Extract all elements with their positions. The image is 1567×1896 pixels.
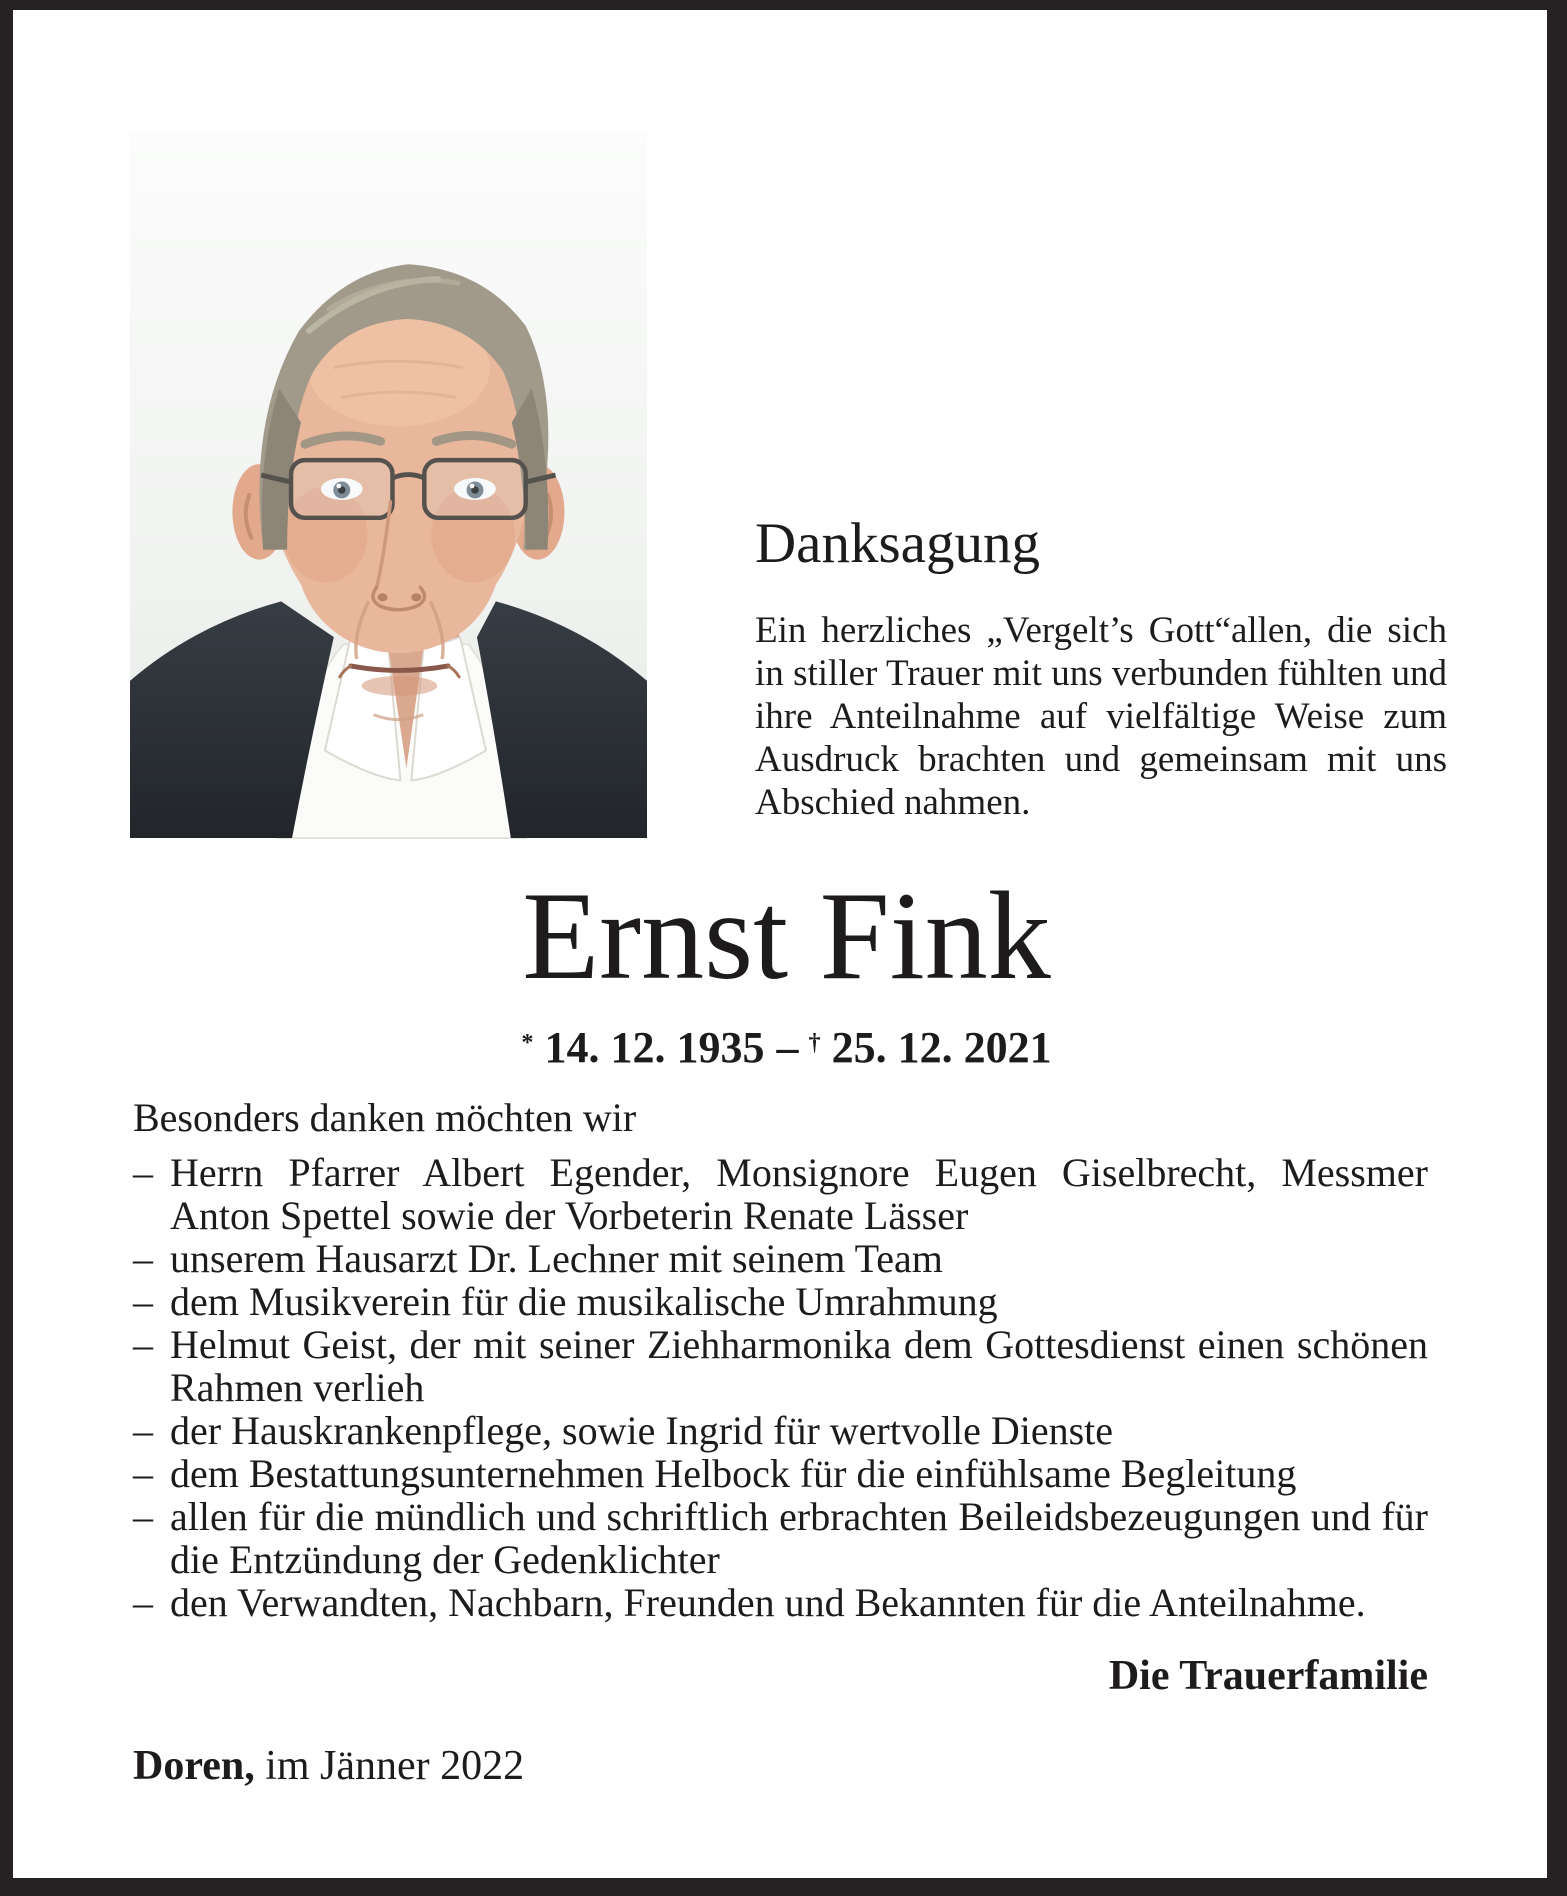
list-item [133, 1280, 1428, 1323]
thanks-section [133, 1096, 1428, 1624]
death-symbol: † [808, 1028, 821, 1056]
list-item [133, 1452, 1428, 1495]
danksagung-title: Danksagung [755, 512, 1040, 575]
list-item [133, 1237, 1428, 1280]
dash-bullet: – [133, 1451, 153, 1496]
thanks-intro: Besonders danken möchten wir [133, 1095, 637, 1140]
dates-separator: – [776, 1023, 799, 1072]
list-item [133, 1409, 1428, 1452]
acknowledgement-block [755, 508, 1447, 824]
list-item-text: den Verwandten, Nachbarn, Freunden und Bekannten für die Anteilnahme. [170, 1580, 1366, 1625]
list-item [133, 1495, 1428, 1581]
list-item [133, 1323, 1428, 1409]
dash-bullet: – [133, 1580, 153, 1625]
life-dates [133, 1022, 1440, 1073]
card-sheet [13, 10, 1547, 1878]
deceased-name: Ernst Fink [522, 867, 1051, 1006]
list-item-text: dem Bestattungsunternehmen Helbock für die einfühlsame Begleitung [170, 1451, 1297, 1496]
dash-bullet: – [133, 1494, 153, 1539]
list-item [133, 1581, 1428, 1624]
list-item-text: dem Musikverein für die musikalische Umrahmung [170, 1279, 998, 1324]
list-item-text: unserem Hausarzt Dr. Lechner mit seinem Team [170, 1236, 943, 1281]
date-text: im Jänner 2022 [265, 1743, 525, 1789]
birth-date: 14. 12. 1935 [544, 1023, 765, 1072]
dash-bullet: – [133, 1236, 153, 1281]
dash-bullet: – [133, 1322, 153, 1367]
dash-bullet: – [133, 1279, 153, 1324]
intro-paragraph: Ein herzliches „Vergelt’s Gott“allen, die sich in stiller Trauer mit uns verbunden fühlten und ihre Anteilnahme auf vielfältige Weise zum Ausdruck brachten und gemeinsam mit uns Abschied nahmen. [755, 610, 1447, 824]
birth-symbol: * [521, 1028, 534, 1056]
death-date: 25. 12. 2021 [831, 1023, 1052, 1072]
place-date-line [133, 1742, 524, 1790]
list-item-text: Herrn Pfarrer Albert Egender, Monsignore Eugen Giselbrecht, Messmer Anton Spettel sowie der Vorbeterin Renate Lässer [170, 1150, 1428, 1238]
list-item-text: allen für die mündlich und schriftlich erbrachten Beileidsbezeugungen und für die Entzündung der Gedenklichter [170, 1494, 1428, 1582]
list-item [133, 1151, 1428, 1237]
family-signature: Die Trauerfamilie [1108, 1653, 1428, 1699]
dash-bullet: – [133, 1408, 153, 1453]
list-item-text: der Hauskrankenpflege, sowie Ingrid für wertvolle Dienste [170, 1408, 1114, 1453]
portrait-photo [130, 130, 647, 840]
list-item-text: Helmut Geist, der mit seiner Ziehharmonika dem Gottesdienst einen schönen Rahmen verlieh [170, 1322, 1428, 1410]
place-name: Doren, [133, 1743, 255, 1789]
dash-bullet: – [133, 1150, 153, 1195]
